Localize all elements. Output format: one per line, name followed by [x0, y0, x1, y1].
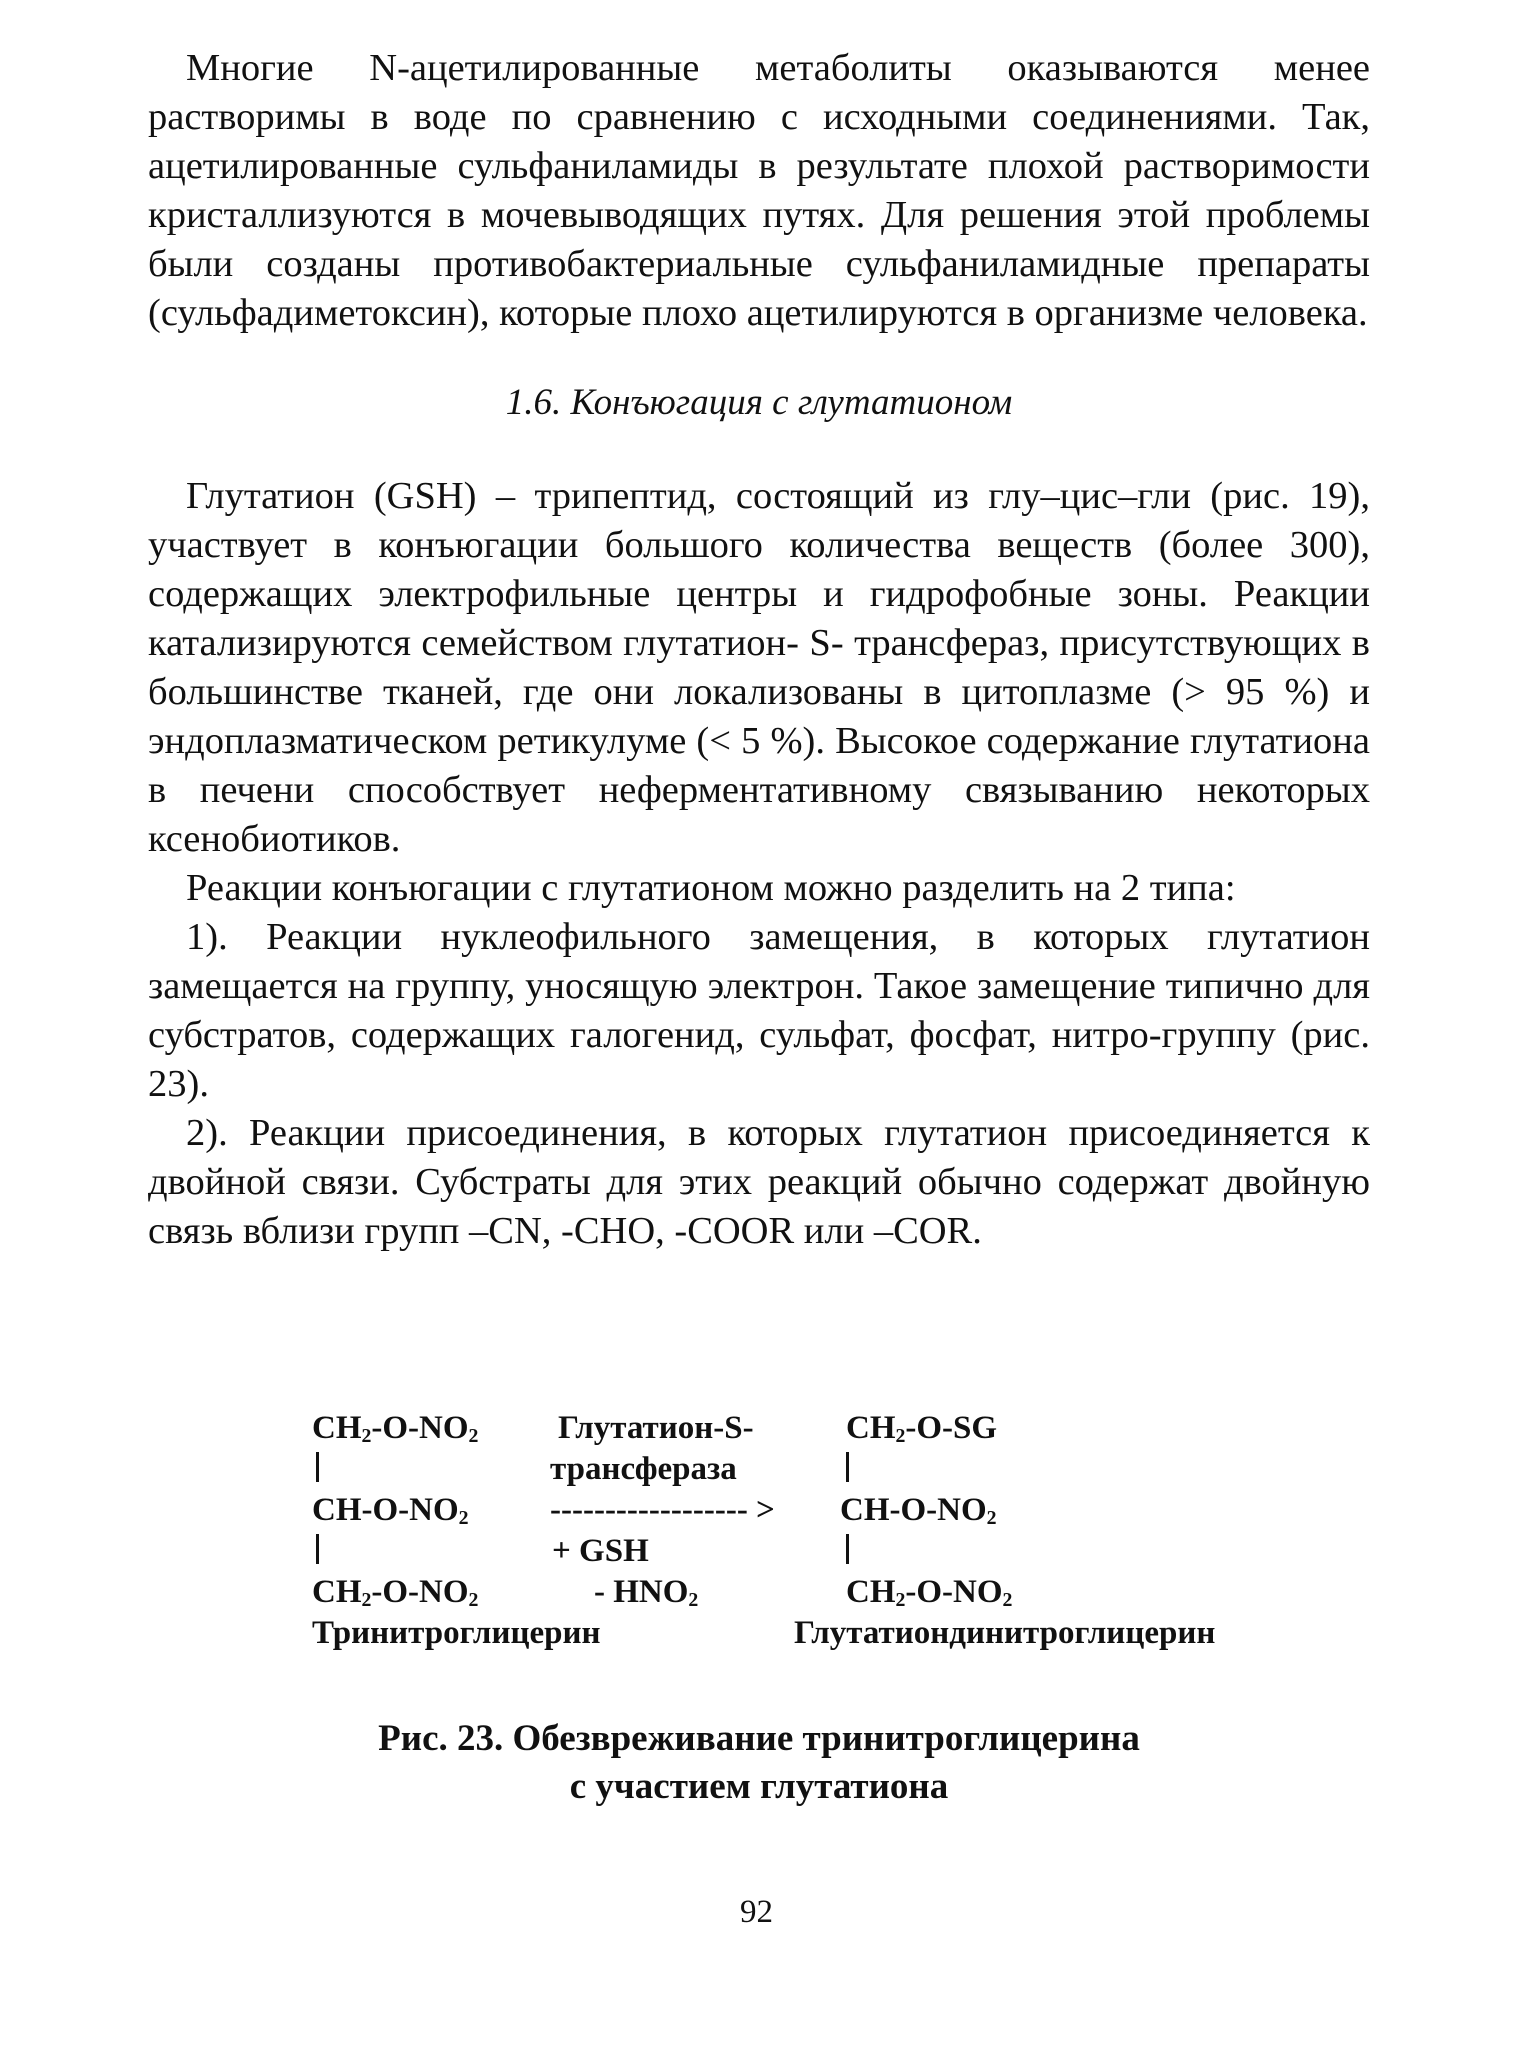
- page-content: [148, 44, 1370, 1256]
- trinitroglycerin-row3: $CH-O-NO_2$: [312, 1492, 469, 1529]
- product-name: Глутатиондинитроглицерин: [794, 1615, 1216, 1651]
- enzyme-name-line2: трансфераза: [550, 1451, 737, 1487]
- reaction-type-1: 1). Реакции нуклеофильного замещения, в которых глутатион замещается на группу, уносящую электрон. Такое замещение типично для субстратов, содержащих галогенид, сульфат, фосфат, нитро-группу (рис. 23).: [148, 916, 1370, 1105]
- reactant-name: Тринитроглицерин: [312, 1615, 601, 1651]
- enzyme-name-line1: Глутатион-S-: [558, 1410, 754, 1446]
- glutathione-paragraph: Глутатион (GSH) – трипептид, состоящий из глу–цис–гли (рис. 19), участвует в конъюгации большого количества веществ (более 300), содержащих электрофильные центры и гидрофобные зоны. Реакции катализируются семейством глутатион- S- трансфераз, присутствующих в большинстве тканей, где они локализованы в цитоплазме (> 95 %) и эндоплазматическом ретикулуме (< 5 %). Высокое содержание глутатиона в печени способствует неферментативному связыванию некоторых ксенобиотиков.: [148, 475, 1370, 860]
- figure-caption-line2: с участием глутатиона: [569, 1766, 949, 1807]
- trinitroglycerin-row1: $CH_2-O-NO_2$: [312, 1410, 479, 1447]
- reaction-type-2: 2). Реакции присоединения, в которых глутатион присоединяется к двойной связи. Субстраты для этих реакций обычно содержат двойную связь вблизи групп –CN, -CHO, -COOR или –COR.: [148, 1112, 1370, 1252]
- product-row1: $CH_2-O-SG$: [846, 1410, 998, 1447]
- bond-line: [316, 1534, 319, 1564]
- figure-caption-line1: Рис. 23. Обезвреживание тринитроглицерина: [378, 1718, 1140, 1759]
- page-number: 92: [740, 1894, 773, 1930]
- reaction-arrow: ------------------ >: [550, 1492, 775, 1528]
- reaction-scheme: [312, 1408, 1312, 1668]
- bond-line: [846, 1452, 849, 1482]
- reaction-types-intro: Реакции конъюгации с глутатионом можно разделить на 2 типа:: [186, 867, 1236, 909]
- product-row3: $CH-O-NO_2$: [840, 1492, 997, 1529]
- bond-line: [316, 1452, 319, 1482]
- intro-paragraph: Многие N-ацетилированные метаболиты оказываются менее растворимы в воде по сравнению с исходными соединениями. Так, ацетилированные сульфаниламиды в результате плохой растворимости кристаллизуются в мочевыводящих путях. Для решения этой проблемы были созданы противобактериальные сульфаниламидные препараты (сульфадиметоксин), которые плохо ацетилируются в организме человека.: [148, 47, 1370, 334]
- byproduct: - $HNO_2$: [594, 1574, 699, 1611]
- section-heading: 1.6. Конъюгация с глутатионом: [505, 382, 1013, 423]
- trinitroglycerin-row5: $CH_2-O-NO_2$: [312, 1574, 479, 1611]
- reagent: + GSH: [552, 1533, 649, 1569]
- bond-line: [846, 1534, 849, 1564]
- product-row5: $CH_2-O-NO_2$: [846, 1574, 1013, 1611]
